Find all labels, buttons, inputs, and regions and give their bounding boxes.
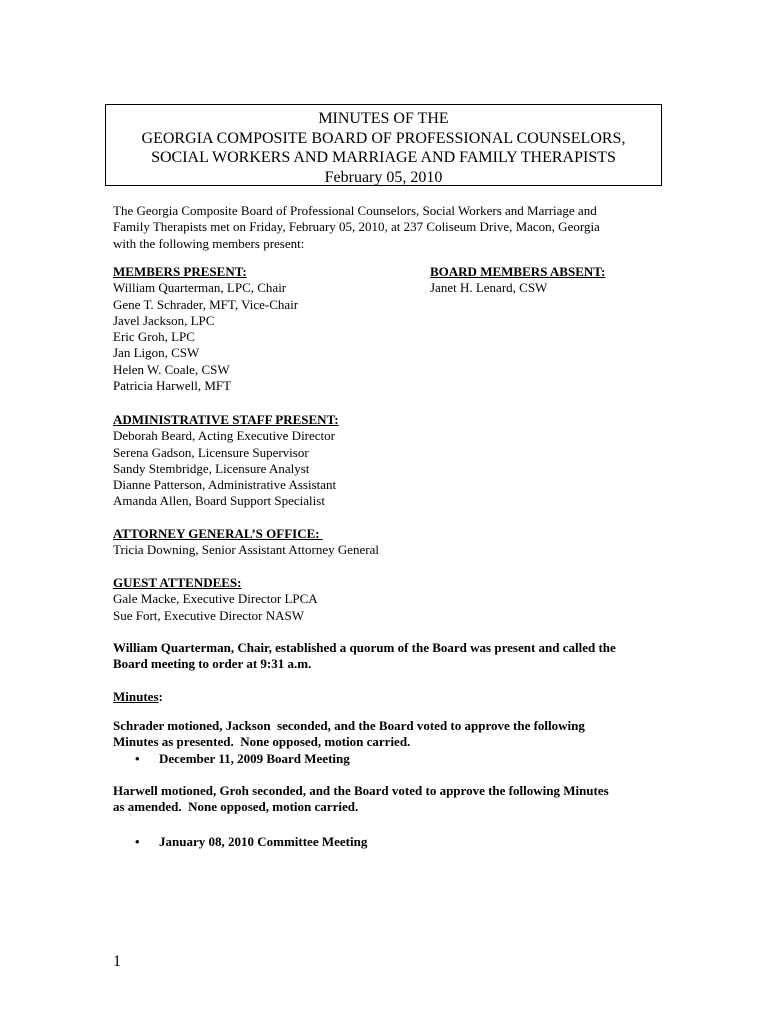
intro-line: The Georgia Composite Board of Professional Counselors, Social Workers and Marriage and xyxy=(113,203,597,218)
guests-section xyxy=(113,575,318,624)
members-absent-heading: BOARD MEMBERS ABSENT: xyxy=(430,264,606,279)
intro-line: Family Therapists met on Friday, February 05, 2010, at 237 Coliseum Drive, Macon, Georgia xyxy=(113,219,600,235)
attorney-section xyxy=(113,526,379,559)
intro-line: with the following members present: xyxy=(113,235,305,251)
members-absent-section xyxy=(430,264,605,297)
guests-heading: GUEST ATTENDEES: xyxy=(113,575,242,590)
quorum-line: Board meeting to order at 9:31 a.m. xyxy=(113,656,312,672)
member-name: Jan Ligon, CSW xyxy=(113,345,200,361)
member-name: Helen W. Coale, CSW xyxy=(113,361,230,377)
quorum-line: William Quarterman, Chair, established a quorum of the Board was present and called the xyxy=(113,640,616,655)
member-name: Patricia Harwell, MFT xyxy=(113,378,232,394)
staff-name: Dianne Patterson, Administrative Assistant xyxy=(113,477,337,493)
list-item-text: December 11, 2009 Board Meeting xyxy=(159,751,350,766)
list-item-text: January 08, 2010 Committee Meeting xyxy=(159,834,368,849)
staff-name: Sandy Stembridge, Licensure Analyst xyxy=(113,460,310,476)
intro-paragraph xyxy=(113,203,600,252)
quorum-paragraph xyxy=(113,640,616,673)
motion-line: as amended. None opposed, motion carried. xyxy=(113,799,359,815)
title-line: MINUTES OF THE xyxy=(318,110,449,127)
minutes-heading-colon: : xyxy=(158,689,163,704)
members-present-section xyxy=(113,264,298,394)
bullet-icon: • xyxy=(135,834,140,849)
member-name: William Quarterman, LPC, Chair xyxy=(113,280,287,296)
member-name: Javel Jackson, LPC xyxy=(113,312,215,328)
staff-name: Deborah Beard, Acting Executive Director xyxy=(113,428,335,444)
minutes-heading-label: Minutes xyxy=(113,689,159,704)
members-present-heading: MEMBERS PRESENT: xyxy=(113,264,247,279)
guest-name: Sue Fort, Executive Director NASW xyxy=(113,607,304,623)
absent-member-name: Janet H. Lenard, CSW xyxy=(430,280,548,296)
list-item xyxy=(135,751,350,767)
attorney-name: Tricia Downing, Senior Assistant Attorney General xyxy=(113,542,379,558)
attorney-heading: ATTORNEY GENERAL’S OFFICE: xyxy=(113,526,323,541)
motion-paragraph xyxy=(113,718,585,751)
page-number: 1 xyxy=(113,953,121,970)
staff-heading: ADMINISTRATIVE STAFF PRESENT: xyxy=(113,412,339,427)
motion-paragraph xyxy=(113,783,609,816)
guest-name: Gale Macke, Executive Director LPCA xyxy=(113,591,318,607)
list-item xyxy=(135,834,367,850)
title-line: GEORGIA COMPOSITE BOARD OF PROFESSIONAL COUNSELORS, xyxy=(141,129,626,147)
staff-name: Serena Gadson, Licensure Supervisor xyxy=(113,444,309,460)
title-line: SOCIAL WORKERS AND MARRIAGE AND FAMILY THERAPISTS xyxy=(151,149,616,166)
title-box xyxy=(105,104,662,186)
title-date: February 05, 2010 xyxy=(324,168,443,186)
staff-name: Amanda Allen, Board Support Specialist xyxy=(113,493,325,509)
minutes-heading xyxy=(113,689,163,705)
motion-line: Harwell motioned, Groh seconded, and the Board voted to approve the following Minutes xyxy=(113,783,609,798)
staff-section xyxy=(113,412,339,510)
bullet-icon: • xyxy=(135,751,140,766)
motion-line: Minutes as presented. None opposed, motion carried. xyxy=(113,734,411,750)
member-name: Gene T. Schrader, MFT, Vice-Chair xyxy=(113,296,299,312)
member-name: Eric Groh, LPC xyxy=(113,329,195,345)
motion-line: Schrader motioned, Jackson seconded, and the Board voted to approve the following xyxy=(113,718,585,733)
